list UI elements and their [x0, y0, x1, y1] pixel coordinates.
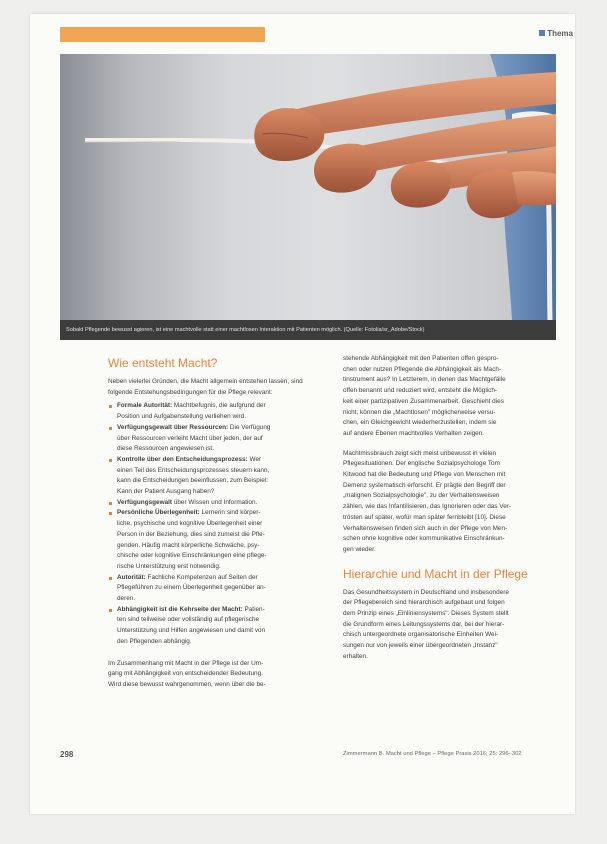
- text-line: chen oder nutzen Pflegende die Abhängigkeit als Mach-: [343, 365, 502, 373]
- text-line: chen, ein Gleichgewicht wiederherzustellen, indem sie: [343, 419, 497, 427]
- bullet-text: genden. Häufig macht körperliche Schwäche, psy-: [117, 541, 260, 549]
- text-line: chisch untergeordnete organisatorische Einheiten Wei-: [343, 631, 499, 639]
- bullet-text: deren.: [117, 595, 136, 603]
- bullet-text: liche, psychische und kognitive Überlegenheit einer: [117, 520, 263, 528]
- section-heading: Wie entsteht Macht?: [108, 356, 218, 370]
- list-item: [117, 605, 319, 648]
- bullet-text: einen Teil des Entscheidungsprozesses steuern kann,: [117, 466, 270, 474]
- text-line: Demenz systematisch erforscht. Er prägte den Begriff der: [343, 481, 506, 489]
- bullet-term: Persönliche Überlegenheit:: [117, 509, 200, 517]
- paragraph: [343, 588, 554, 663]
- bullet-text: diese Ressourcen angewiesen ist.: [117, 445, 214, 453]
- closing-paragraph: [108, 659, 319, 691]
- list-item: [117, 508, 319, 572]
- left-column: [108, 354, 319, 694]
- bullet-term: Kontrolle über den Entscheidungsprozess:: [117, 455, 248, 463]
- bullet-term: Verfügungsgewalt: [117, 498, 173, 506]
- bullet-text: über Ressourcen verleiht Macht über jeden, der auf: [117, 434, 263, 442]
- paragraph: [343, 354, 554, 440]
- hero-photo: [60, 54, 556, 320]
- page-footer: [60, 750, 575, 764]
- bullet-list: [108, 401, 319, 647]
- bullet-text: chische oder kognitive Einschränkungen eine pflege-: [117, 552, 267, 560]
- text-line: Das Gesundheitssystem in Deutschland und insbesondere: [343, 588, 509, 596]
- bullet-term: Verfügungsgewalt über Ressourcen:: [117, 423, 229, 431]
- section-tab: [60, 27, 265, 42]
- bullet-text: Lernerin sind körper-: [199, 509, 261, 517]
- bullet-text: Person in der Beziehung, dies sind zumeist die Pfle-: [117, 530, 265, 538]
- text-line: schen ohne kognitive oder kommunikative Einschränkun-: [343, 535, 505, 543]
- bullet-text: über Wissen und Information.: [172, 498, 258, 506]
- bullet-text: Die Verfügung: [228, 423, 271, 431]
- text-line: „malignen Sozialpsychologie", zu der Verhaltensweisen: [343, 492, 500, 500]
- text-line: Kitwood hat die Bedeutung und Pflege von Menschen mit: [343, 471, 506, 479]
- text-line: zählen, wie das Infantilisieren, das Ignorieren oder das Ver-: [343, 503, 512, 511]
- magazine-page: [30, 14, 575, 814]
- bullet-term: Autorität:: [117, 573, 146, 581]
- bullet-text: Fachliche Kompetenzen auf Seiten der: [145, 573, 258, 581]
- text-line: erhalten.: [343, 652, 368, 660]
- text-line: gang mit Abhängigkeit von entscheidender Bedeutung.: [108, 670, 263, 678]
- text-line: der Pflegebereich sind hierarchisch aufgebaut und folgen: [343, 599, 505, 607]
- square-icon: [539, 30, 545, 36]
- intro-paragraph: Neben vielerlei Gründen, die Macht allgemein entstehen lassen, sind folgende Entstehungsbedingungen für die Pflege relevant:: [108, 378, 303, 396]
- bullet-term: Formale Autorität:: [117, 402, 173, 410]
- list-item: [117, 573, 319, 605]
- bullet-text: ten sind teilweise oder vollständig auf pflegerische: [117, 616, 260, 624]
- text-line: dem Prinzip eines „Einliniensystems". Dieses System stellt: [343, 610, 509, 618]
- text-line: stehende Abhängigkeit mit den Patienten offen gespro-: [343, 355, 499, 362]
- bullet-text: Unterstützung und Hilfen angewiesen und damit von: [117, 627, 266, 635]
- text-line: Im Zusammenhang mit Macht in der Pflege ist der Um-: [108, 659, 264, 667]
- hands-pulling-rope-illustration: [60, 54, 556, 320]
- page-number: 298: [60, 750, 74, 759]
- bullet-text: Position und Aufgabenstellung verliehen wird.: [117, 413, 246, 421]
- bullet-text: rische Unterstützung erst notwendig.: [117, 562, 221, 570]
- page-header: [60, 24, 575, 46]
- bullet-text: Machtbefugnis, die aufgrund der: [172, 402, 266, 410]
- text-line: nicht, können die „Machtlosen" möglicherweise versu-: [343, 408, 496, 416]
- paragraph: [343, 449, 554, 556]
- text-line: die Grundform eines Leitungssystems dar, bei der hierar-: [343, 620, 505, 628]
- text-line: auf andere Ebenen machtvolles Verhalten zeigen.: [343, 429, 485, 437]
- text-line: keit einer partizipativen Zusammenarbeit. Geschieht dies: [343, 397, 504, 405]
- section-heading: Hierarchie und Macht in der Pflege: [343, 566, 528, 581]
- bullet-text: Wer: [247, 455, 262, 463]
- bullet-text: kann die Entscheidungen beeinflussen, zum Beispiel:: [117, 477, 268, 485]
- photo-caption: Sobald Pflegende bewusst agieren, ist eine machtvolle statt einer machtlosen Interaktion mit Patienten möglich. (Quelle: Fotolia/sr_Adobe/Stock): [60, 320, 556, 340]
- text-line: Wird diese bewusst wahrgenommen, wenn über die be-: [108, 680, 266, 688]
- list-item: [117, 423, 319, 455]
- source-line: Zimmermann B. Macht und Pflege – Pflege Praxis 2016; 25: 296–302: [343, 751, 522, 757]
- list-item: [117, 401, 319, 422]
- right-column: [343, 354, 554, 666]
- text-line: sungen nur von jeweils einer übergeordneten „Instanz": [343, 642, 498, 650]
- thema-label: Thema: [547, 29, 573, 38]
- text-line: Verhaltensweisen finden sich auch in der Pflege von Men-: [343, 524, 508, 532]
- text-line: tinstrument aus? In Letzterem, in denen das Machtgefälle: [343, 376, 506, 384]
- text-line: Pflegesituationen. Der englische Sozialpsychologe Tom: [343, 460, 500, 468]
- bullet-text: Kann der Patient Ausgang haben?: [117, 488, 215, 496]
- text-line: trösten auf später, wofür man später fernbleibt [10]. Diese: [343, 513, 506, 521]
- text-line: Machtmissbrauch zeigt sich meist unbewusst in vielen: [343, 449, 497, 457]
- bullet-text: Patien-: [242, 605, 265, 613]
- text-line: gen wieder.: [343, 545, 376, 553]
- bullet-term: Abhängigkeit ist die Kehrseite der Macht:: [117, 605, 243, 613]
- thema-flag: [539, 29, 573, 38]
- bullet-text: Pflegeführen zu einem Überlegenheit gegenüber an-: [117, 584, 266, 592]
- list-item: [117, 498, 319, 509]
- bullet-text: den Pflegenden abhängig.: [117, 637, 192, 645]
- text-line: offen benannt und reduziert wird, entsteht die Möglich-: [343, 387, 498, 395]
- list-item: [117, 455, 319, 498]
